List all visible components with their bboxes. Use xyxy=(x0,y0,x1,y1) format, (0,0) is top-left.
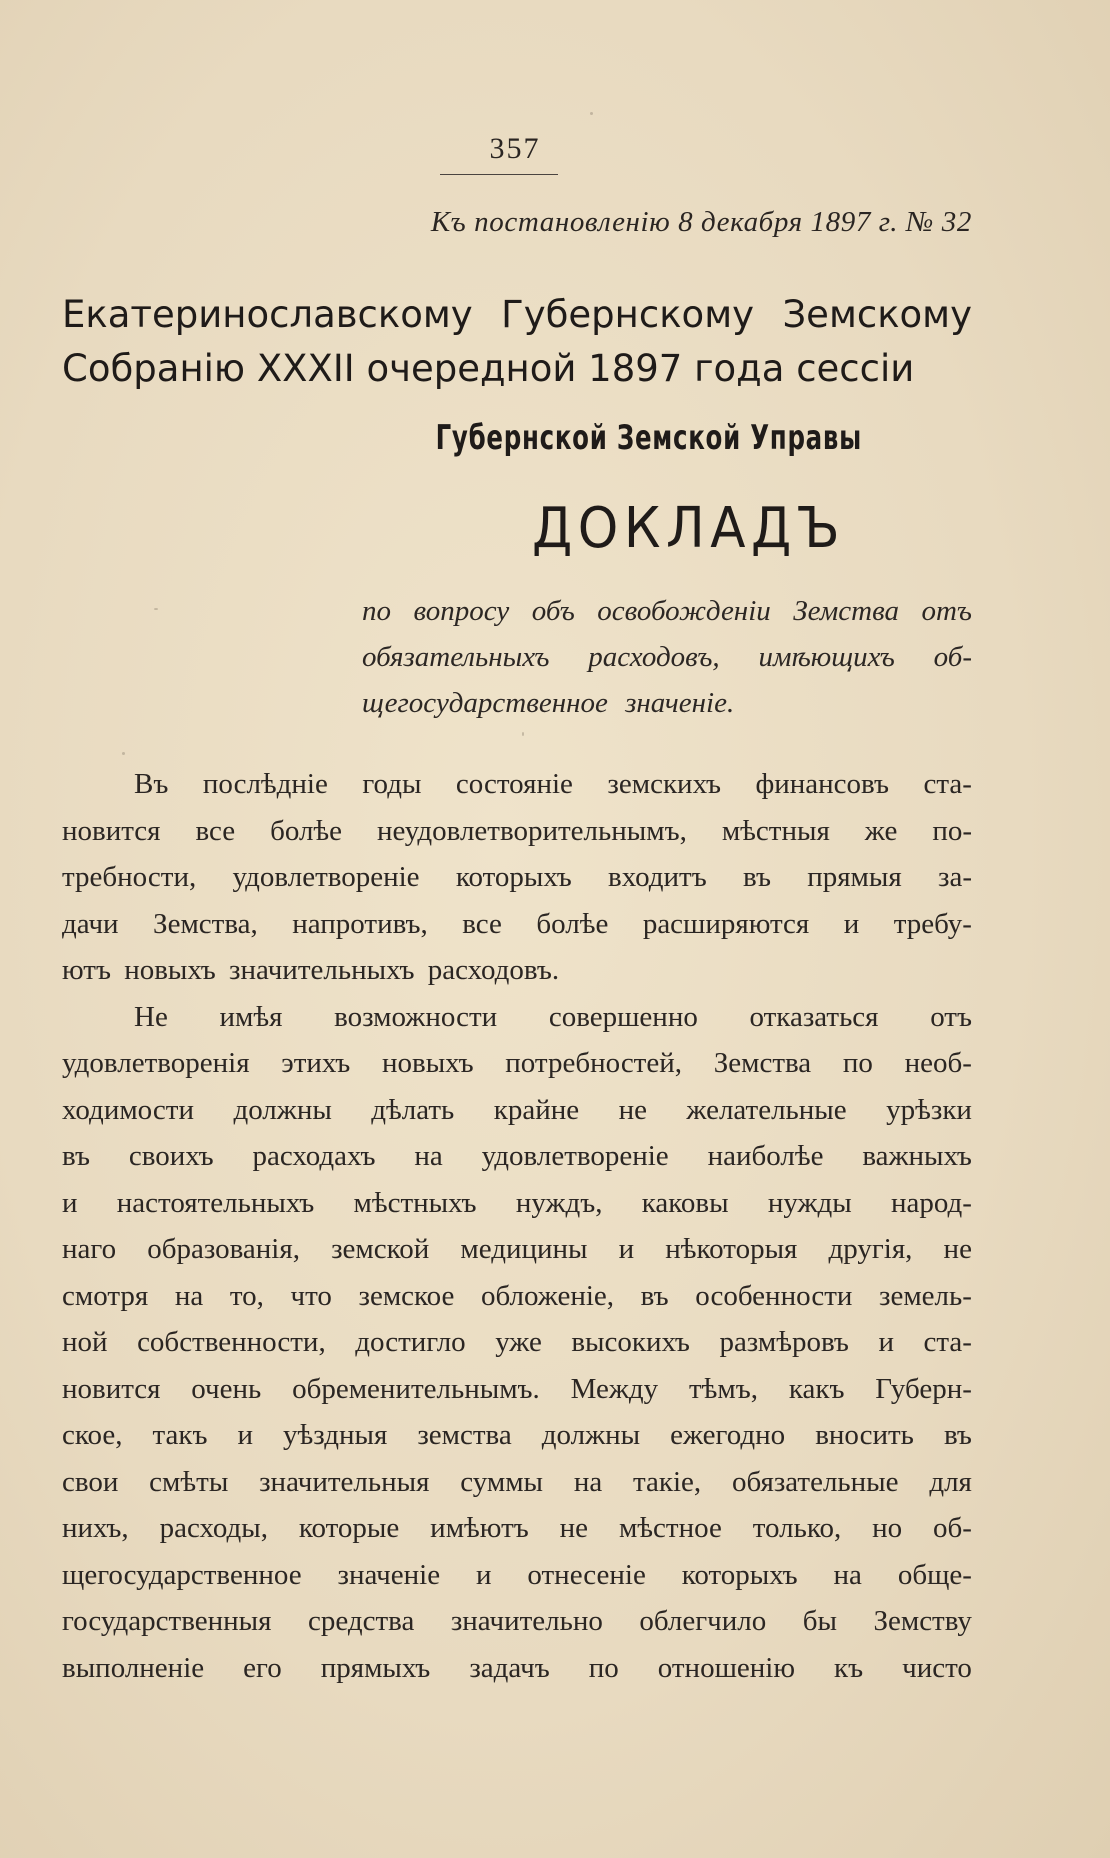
body-line: государственныя средства значительно облегчило бы Земству xyxy=(62,1605,972,1637)
subject-line: по вопросу объ освобожденіи Земства отъ xyxy=(362,595,972,627)
body-line: нихъ, расходы, которые имѣютъ не мѣстное только, но об- xyxy=(62,1512,972,1544)
addressee-word: Губернскому xyxy=(501,293,754,336)
body-line: въ своихъ расходахъ на удовлетвореніе наиболѣе важныхъ xyxy=(62,1140,972,1172)
body-line: Въ послѣдніе годы состояніе земскихъ финансовъ ста- xyxy=(134,768,972,800)
body-line: свои смѣты значительныя суммы на такіе, обязательные для xyxy=(62,1465,972,1498)
body-line: требности, удовлетвореніе которыхъ входитъ въ прямыя за- xyxy=(62,861,972,893)
report-title: ДОКЛАДЪ xyxy=(532,496,846,561)
addressee-line-1 xyxy=(62,288,972,342)
body-line: ютъ новыхъ значительныхъ расходовъ. xyxy=(62,954,560,986)
body-line: ское, такъ и уѣздныя земства должны ежегодно вносить въ xyxy=(62,1419,972,1451)
issuing-body: Губернской Земской Управы xyxy=(435,418,862,458)
body-line: и настоятельныхъ мѣстныхъ нуждъ, каковы нужды народ- xyxy=(62,1186,972,1219)
addressee-word: Екатеринославскому xyxy=(62,293,473,336)
addressee-line-2: Собранію XXXII очередной 1897 года сессіи xyxy=(62,347,915,390)
paper-speck xyxy=(522,732,524,736)
resolution-reference: Къ постановленію 8 декабря 1897 г. № 32 xyxy=(430,206,972,238)
page-number: 357 xyxy=(489,132,541,165)
addressee-heading xyxy=(62,288,972,396)
body-line: смотря на то, что земское обложеніе, въ особенности земель- xyxy=(62,1279,972,1312)
body-line: Не имѣя возможности совершенно отказаться отъ xyxy=(134,1000,972,1033)
body-line: дачи Земства, напротивъ, все болѣе расширяются и требу- xyxy=(62,907,972,940)
subject-line: щегосударственное значеніе. xyxy=(362,687,735,719)
body-line: ной собственности, достигло уже высокихъ размѣровъ и ста- xyxy=(62,1326,972,1358)
body-line: новится очень обременительнымъ. Между тѣмъ, какъ Губерн- xyxy=(62,1372,972,1405)
addressee-word: Земскому xyxy=(782,293,972,336)
paper-speck xyxy=(590,112,593,115)
body-line: щегосударственное значеніе и отнесеніе которыхъ на обще- xyxy=(62,1558,972,1591)
body-line: наго образованія, земской медицины и нѣкоторыя другія, не xyxy=(62,1233,972,1265)
paper-speck xyxy=(122,752,125,755)
body-text xyxy=(62,761,972,1691)
body-line: ходимости должны дѣлать крайне не желательные урѣзки xyxy=(62,1093,972,1126)
page-number-rule xyxy=(440,174,558,175)
paper-speck xyxy=(154,608,158,610)
body-line: выполненіе его прямыхъ задачъ по отношенію къ чисто xyxy=(62,1651,972,1684)
report-subject xyxy=(362,588,972,726)
subject-line: обязательныхъ расходовъ, имѣющихъ об- xyxy=(362,641,972,673)
body-line: новится все болѣе неудовлетворительнымъ, мѣстныя же по- xyxy=(62,814,972,847)
body-line: удовлетворенія этихъ новыхъ потребностей, Земства по необ- xyxy=(62,1047,972,1079)
